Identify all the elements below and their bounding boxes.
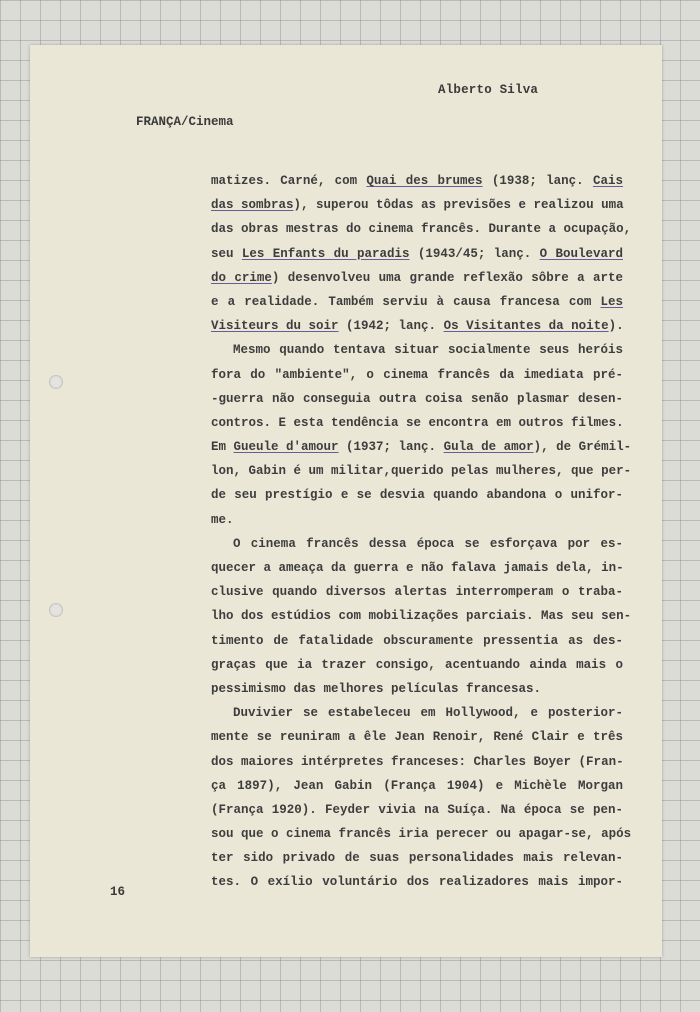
text-line: das obras mestras do cinema francês. Durante a ocupação, xyxy=(211,222,632,237)
text-line: (França 1920). Feyder vivia na Suíça. Na época se pen- xyxy=(211,802,623,817)
text-line: Em Gueule d'amour (1937; lanç. Gula de amor), de Grémil- xyxy=(211,440,632,455)
text-line: de seu prestígio e se desvia quando abandona o unifor- xyxy=(211,488,623,503)
text-line: do crime) desenvolveu uma grande reflexão sôbre a arte xyxy=(211,270,623,285)
text-line: das sombras), superou tôdas as previsões e realizou uma xyxy=(211,198,624,213)
film-title: Gula de amor xyxy=(443,440,534,455)
film-title: das sombras xyxy=(211,198,294,213)
page-number: 16 xyxy=(110,885,126,899)
film-title: Les xyxy=(600,294,623,309)
film-title: Quai des brumes xyxy=(366,174,483,188)
text-line: clusive quando diversos alertas interromperam o traba- xyxy=(211,585,623,600)
text-line: Visiteurs du soir (1942; lanç. Os Visitantes da noite). xyxy=(211,319,624,334)
punch-hole xyxy=(49,603,63,617)
film-title: Os Visitantes da noite xyxy=(443,319,609,334)
text-line: mente se reuniram a êle Jean Renoir, René Clair e três xyxy=(211,730,623,745)
film-title: do crime xyxy=(211,270,272,285)
film-title: Cais xyxy=(592,174,623,188)
text-line: quecer a ameaça da guerra e não falava jamais dela, in- xyxy=(211,561,624,575)
text-line: Mesmo quando tentava situar socialmente seus heróis xyxy=(233,343,623,358)
text-line: pessimismo das melhores películas francesas. xyxy=(211,681,542,696)
film-title: Gueule d'amour xyxy=(233,440,339,455)
typewritten-page xyxy=(30,45,662,957)
text-line: fora do "ambiente", o cinema francês da imediata pré- xyxy=(211,367,623,382)
text-line: timento de fatalidade obscuramente pressentia as des- xyxy=(211,633,623,648)
text-line: ter sido privado de suas personalidades mais relevan- xyxy=(211,851,623,866)
text-line: e a realidade. Também serviu à causa francesa com Les xyxy=(211,294,623,309)
author-name: Alberto Silva xyxy=(438,83,539,97)
film-title: Les Enfants du paradis xyxy=(241,246,410,261)
text-line: -guerra não conseguia outra coisa senão plasmar desen- xyxy=(211,391,623,406)
film-title: Visiteurs du soir xyxy=(211,319,339,334)
text-line: dos maiores intérpretes franceses: Charles Boyer (Fran- xyxy=(211,754,624,769)
text-line: me. xyxy=(211,512,234,527)
text-line: seu Les Enfants du paradis (1943/45; lanç. O Boulevard xyxy=(211,246,624,261)
text-line: matizes. Carné, com Quai des brumes (1938; lanç. Cais xyxy=(211,174,623,188)
text-line: graças que ia trazer consigo, acentuando ainda mais o xyxy=(211,657,623,672)
text-line: sou que o cinema francês iria perecer ou apagar-se, após xyxy=(211,827,632,842)
section-heading: FRANÇA/Cinema xyxy=(136,115,234,129)
text-line: contros. E esta tendência se encontra em outros filmes. xyxy=(211,415,624,430)
text-line: tes. O exílio voluntário dos realizadores mais impor- xyxy=(211,875,623,890)
text-line: lho dos estúdios com mobilizações parciais. Mas seu sen- xyxy=(211,609,632,624)
punch-hole xyxy=(49,375,63,389)
text-line: ça 1897), Jean Gabin (França 1904) e Michèle Morgan xyxy=(211,778,623,793)
text-line: Duvivier se estabeleceu em Hollywood, e posterior- xyxy=(233,706,623,721)
body-text xyxy=(211,169,632,895)
text-line: O cinema francês dessa época se esforçava por es- xyxy=(233,536,623,551)
film-title: O Boulevard xyxy=(539,246,624,261)
text-line: lon, Gabin é um militar,querido pelas mulheres, que per- xyxy=(211,464,632,479)
